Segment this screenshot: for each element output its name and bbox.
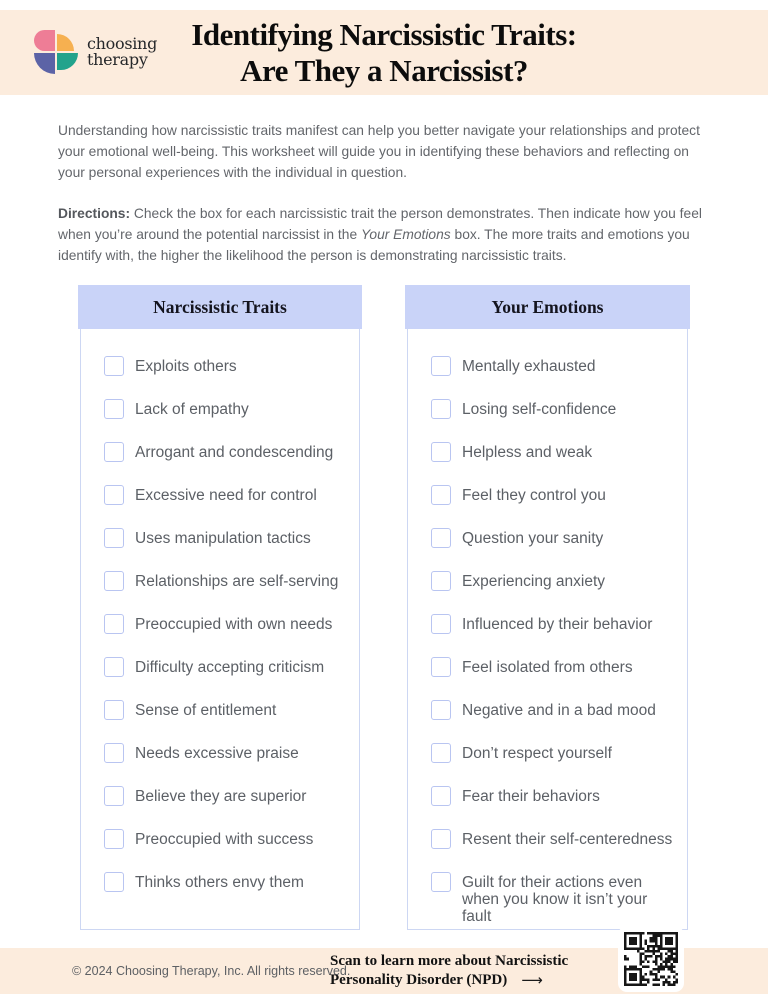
checklist-item-label: Fear their behaviors	[462, 788, 600, 805]
trait-checkbox[interactable]	[104, 743, 124, 763]
column-header-emotions: Your Emotions	[405, 285, 690, 329]
column-narcissistic-traits	[78, 285, 362, 930]
scan-text-npd: Personality Disorder (NPD)	[330, 971, 508, 988]
directions-text-2: box. The more traits and emotions you identify with, the higher the likelihood the person is demonstrating narcissistic traits.	[58, 227, 690, 263]
checklist-item-label: Needs excessive praise	[135, 745, 299, 762]
directions-emphasis: Your Emotions	[360, 227, 451, 242]
right-arrow-icon: ⟶	[521, 970, 543, 989]
directions-paragraph	[58, 203, 710, 266]
emotion-checkbox[interactable]	[431, 872, 451, 892]
checklist-row	[104, 614, 349, 634]
checklist-item-label: Difficulty accepting criticism	[135, 659, 325, 676]
emotion-checkbox[interactable]	[431, 528, 451, 548]
qr-code	[624, 932, 678, 986]
logo-petal-purple	[34, 53, 55, 74]
checklist-item-label: Helpless and weak	[462, 444, 593, 461]
trait-checkbox[interactable]	[104, 829, 124, 849]
trait-checkbox[interactable]	[104, 786, 124, 806]
emotion-checkbox[interactable]	[431, 786, 451, 806]
checklist-row	[431, 657, 677, 677]
checklist-row	[431, 786, 677, 806]
checklist-row	[104, 786, 349, 806]
trait-checkbox[interactable]	[104, 399, 124, 419]
checklist-item-label: Negative and in a bad mood	[462, 702, 656, 719]
column-header-traits: Narcissistic Traits	[78, 285, 362, 329]
trait-checkbox[interactable]	[104, 356, 124, 376]
page-header	[0, 10, 768, 95]
checklist-row	[431, 356, 677, 376]
checklist-item-label: Relationships are self-serving	[135, 573, 339, 590]
logo-wordmark	[87, 33, 158, 69]
checklist-row	[104, 700, 349, 720]
checklist-item-label: Believe they are superior	[135, 788, 307, 805]
checklist-row	[431, 829, 677, 849]
checklist-item-label: Preoccupied with own needs	[135, 616, 333, 633]
logo-petal-teal	[57, 53, 78, 70]
checklist-item-label: Exploits others	[135, 358, 237, 375]
column-body-emotions	[407, 329, 688, 930]
checklist-item-label: Question your sanity	[462, 530, 604, 547]
checklist-columns	[78, 285, 768, 930]
copyright-notice: © 2024 Choosing Therapy, Inc. All rights reserved.	[72, 964, 351, 978]
checklist-item-label: Resent their self-centeredness	[462, 831, 673, 848]
checklist-item-label: Guilt for their actions even when you know it isn’t your fault	[462, 874, 648, 925]
checklist-row	[104, 399, 349, 419]
checklist-item-label: Influenced by their behavior	[462, 616, 653, 633]
checklist-row	[431, 700, 677, 720]
checklist-item-label: Uses manipulation tactics	[135, 530, 311, 547]
directions-label: Directions:	[58, 206, 131, 221]
intro-paragraph: Understanding how narcissistic traits manifest can help you better navigate your relationships and protect your emotional well-being. This worksheet will guide you in identifying these behaviors and reflecting on your personal experiences with the individual in question.	[58, 123, 700, 180]
checklist-item-label: Don’t respect yourself	[462, 745, 612, 762]
page-content	[0, 95, 768, 930]
checklist-row	[104, 872, 349, 892]
directions-text-1: Check the box for each narcissistic trait the person demonstrates. Then indicate how you feel when you’re around the potential narcissist in the	[58, 206, 702, 242]
checklist-row	[104, 829, 349, 849]
emotion-checkbox[interactable]	[431, 571, 451, 591]
logo-word-2: therapy	[87, 50, 148, 69]
page-footer	[0, 948, 768, 994]
trait-checkbox[interactable]	[104, 614, 124, 634]
checklist-row	[431, 872, 677, 925]
checklist-item-label: Mentally exhausted	[462, 358, 596, 375]
scan-callout	[330, 952, 568, 989]
checklist-row	[431, 743, 677, 763]
checklist-item-label: Feel isolated from others	[462, 659, 633, 676]
checklist-item-label: Arrogant and condescending	[135, 444, 334, 461]
emotion-checkbox[interactable]	[431, 442, 451, 462]
logo-petal-orange	[57, 34, 74, 51]
column-your-emotions	[405, 285, 690, 930]
checklist-row	[104, 743, 349, 763]
checklist-row	[104, 657, 349, 677]
emotion-checkbox[interactable]	[431, 485, 451, 505]
checklist-row	[431, 528, 677, 548]
emotion-checkbox[interactable]	[431, 356, 451, 376]
checklist-item-label: Losing self-confidence	[462, 401, 617, 418]
emotion-checkbox[interactable]	[431, 657, 451, 677]
qr-code-container	[618, 926, 684, 992]
logo-word-1: choosing	[87, 33, 158, 53]
page-title-line1: Identifying Narcissistic Traits:	[191, 17, 577, 52]
checklist-row	[431, 614, 677, 634]
logo-petal-pink	[34, 30, 55, 51]
emotion-checkbox[interactable]	[431, 399, 451, 419]
checklist-row	[104, 356, 349, 376]
checklist-row	[431, 485, 677, 505]
choosing-therapy-logo	[34, 30, 157, 74]
checklist-row	[431, 399, 677, 419]
emotion-checkbox[interactable]	[431, 829, 451, 849]
checklist-item-label: Preoccupied with success	[135, 831, 314, 848]
scan-text-line2	[330, 971, 568, 990]
checklist-row	[431, 571, 677, 591]
checklist-item-label: Experiencing anxiety	[462, 573, 606, 590]
trait-checkbox[interactable]	[104, 872, 124, 892]
trait-checkbox[interactable]	[104, 528, 124, 548]
checklist-item-label: Thinks others envy them	[135, 874, 304, 891]
logo-flower-icon	[34, 30, 78, 74]
column-body-traits	[80, 329, 360, 930]
checklist-row	[104, 442, 349, 462]
checklist-row	[104, 485, 349, 505]
checklist-item-label: Excessive need for control	[135, 487, 317, 504]
checklist-row	[104, 571, 349, 591]
checklist-item-label: Lack of empathy	[135, 401, 249, 418]
checklist-row	[431, 442, 677, 462]
checklist-item-label: Sense of entitlement	[135, 702, 277, 719]
checklist-row	[104, 528, 349, 548]
scan-text-line1: Scan to learn more about Narcissistic	[330, 953, 569, 969]
emotion-checkbox[interactable]	[431, 743, 451, 763]
trait-checkbox[interactable]	[104, 485, 124, 505]
emotion-checkbox[interactable]	[431, 614, 451, 634]
trait-checkbox[interactable]	[104, 700, 124, 720]
trait-checkbox[interactable]	[104, 657, 124, 677]
trait-checkbox[interactable]	[104, 571, 124, 591]
page-title-line2: Are They a Narcissist?	[240, 53, 528, 88]
trait-checkbox[interactable]	[104, 442, 124, 462]
emotion-checkbox[interactable]	[431, 700, 451, 720]
checklist-item-label: Feel they control you	[462, 487, 606, 504]
